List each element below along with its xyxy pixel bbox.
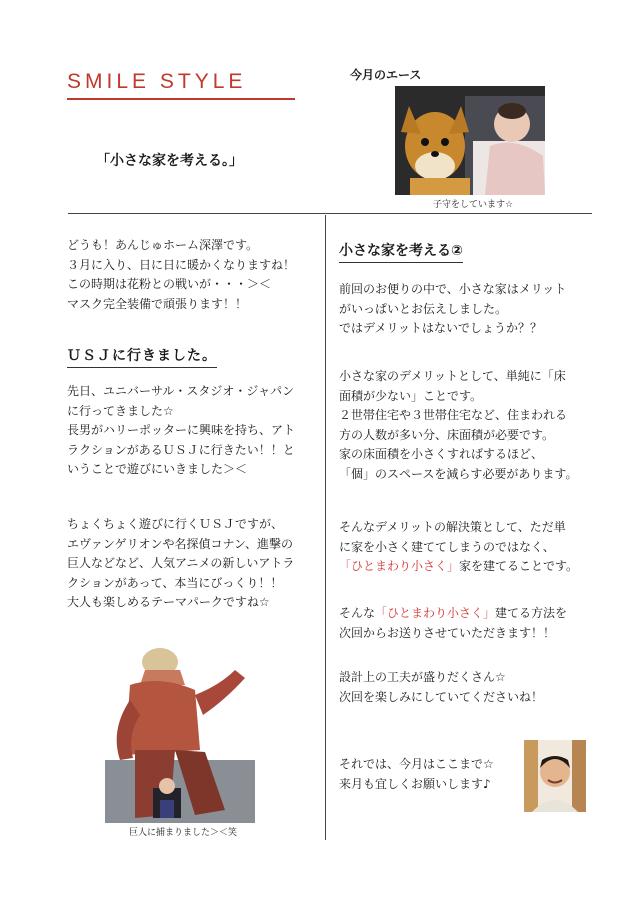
usj-paragraph-1: 先日、ユニバーサル・スタジオ・ジャパン に行ってきました☆ 長男がハリーポッターに興味を持ち、アト ラクションがあるＵＳＪに行きたい！！と いうことで遊びにいきました＞＜ bbox=[67, 384, 296, 476]
horizontal-divider bbox=[68, 213, 592, 214]
right-paragraph-5: 設計上の工夫が盛りだくさん☆ 次回を楽しみにしていてくださいね！ bbox=[339, 670, 544, 704]
small-house-section-title: 小さな家を考える② bbox=[339, 240, 463, 263]
column-divider bbox=[325, 215, 326, 840]
right-paragraph-3: そんなデメリットの解決策として、ただ単 に家を小さく建ててしまうのではなく、 「ひとまわり小さく」家を建てることです。 bbox=[339, 520, 579, 573]
ace-photo bbox=[395, 86, 545, 195]
right-paragraph-2: 小さな家のデメリットとして、単純に「床 面積が少ない」ことです。 ２世帯住宅や３世帯住宅など、住まわれる 方の人数が多い分、床面積が必要です。 家の床面積を小さくすればするほど、 「個」のスペースを減らす必要があります。 bbox=[339, 369, 578, 481]
ace-title: 今月のエース bbox=[350, 68, 422, 82]
highlight-text: 「ひとまわり小さく」 bbox=[339, 559, 460, 573]
usj-paragraph-2: ちょくちょく遊びに行くＵＳＪですが、 エヴァンゲリオンや名探偵コナン、進撃の 巨人などなど、人気アニメの新しいアトラ クションがあって、本当にびっくり！！ 大人も楽しめるテーマパークですね☆ bbox=[67, 517, 295, 609]
closing-paragraph: それでは、今月はここまで☆ 来月も宜しくお願いします♪ bbox=[339, 757, 494, 791]
issue-headline: 「小さな家を考える。」 bbox=[96, 153, 243, 169]
right-paragraph-1: 前回のお便りの中で、小さな家はメリット がいっぱいとお伝えしました。 ではデメリットはないでしょうか？？ bbox=[339, 282, 567, 335]
titan-statue-photo bbox=[105, 640, 255, 823]
intro-paragraph: どうも！あんじゅホーム深澤です。 ３月に入り、日に日に暖かくなりますね！ この時期は花粉との戦いが・・・＞＜ マスク完全装備で頑張ります！！ bbox=[67, 238, 296, 311]
staff-portrait-photo bbox=[524, 740, 586, 812]
right-paragraph-4: そんな「ひとまわり小さく」建てる方法を 次回からお送りさせていただきます！！ bbox=[339, 606, 568, 640]
newsletter-brand: SMILE STYLE bbox=[67, 70, 295, 100]
usj-section-title: ＵＳＪに行きました。 bbox=[67, 345, 217, 368]
titan-photo-caption: 巨人に捕まりました＞＜笑 bbox=[128, 828, 237, 838]
ace-photo-caption: 子守をしています☆ bbox=[432, 200, 514, 210]
highlight-text: 「ひとまわり小さく」 bbox=[375, 606, 496, 620]
